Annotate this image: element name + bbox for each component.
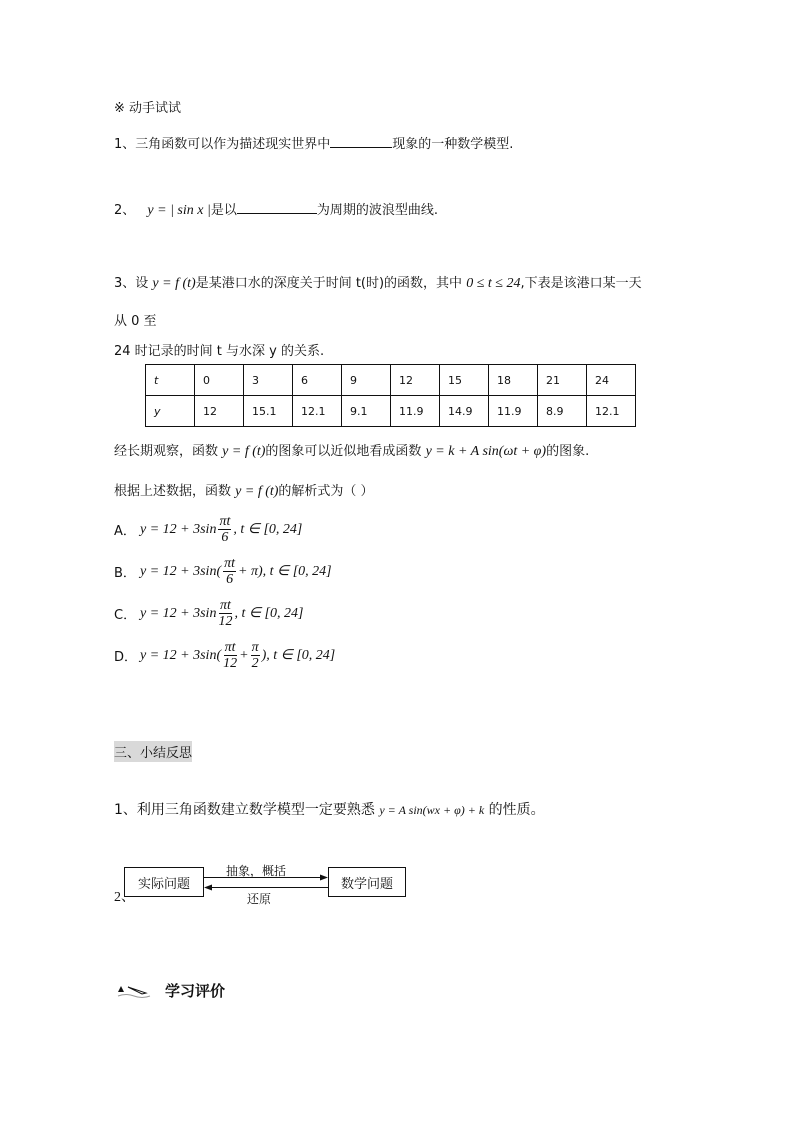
math-problem-box: 数学问题 (328, 867, 406, 897)
try-title: ※ 动手试试 (114, 101, 182, 116)
table-cell: 24 (587, 365, 636, 396)
sine-model-formula: y = A sin(wx + φ) + k (379, 803, 485, 817)
arrow-left-icon (204, 885, 212, 891)
option-c[interactable]: C． y = 12 + 3sin $\frac{\pi t}{12}$ , t ∈ [0, 24] (114, 598, 304, 629)
tide-table (145, 364, 636, 427)
table-cell: 0 (195, 365, 244, 396)
fraction: $\frac{\pi t}{12}$ (223, 640, 238, 671)
question-3: 3、设 y = f (t)是某港口水的深度关于时间 t(时)的函数，其中 0 ≤ t ≤ 24,下表是该港口某一天 (114, 276, 642, 291)
table-cell: 3 (244, 365, 293, 396)
table-cell: 15 (440, 365, 489, 396)
function-f-t: y = f (t) (222, 444, 266, 459)
function-f-t: y = f (t) (235, 484, 279, 499)
arrow-right-icon (320, 875, 328, 881)
section-heading: 三、小结反思 (114, 741, 192, 762)
fraction: $\frac{\pi}{2}$ (251, 640, 259, 671)
pencil-icon (116, 981, 156, 1003)
option-a[interactable]: A． y = 12 + 3sin $\frac{\pi t}{6}$ , t ∈ [0, 24] (114, 514, 303, 545)
question-3-line2: 从 0 至 (114, 314, 157, 329)
option-d[interactable]: D． y = 12 + 3sin( $\frac{\pi t}{12}$ + $\frac{\pi}{2}$ ), t ∈ [0, 24] (114, 640, 336, 671)
time-range: 0 ≤ t ≤ 24 (466, 276, 521, 291)
table-row-t (146, 365, 636, 396)
fraction: $\frac{\pi t}{12}$ (218, 598, 233, 629)
question-3-line3: 24 时记录的时间 t 与水深 y 的关系. (114, 344, 325, 359)
model-formula: y = k + A sin(ωt + φ) (425, 444, 547, 459)
table-cell: 15.1 (244, 396, 293, 427)
table-cell: 18 (489, 365, 538, 396)
table-cell: 12 (195, 396, 244, 427)
table-cell: 9.1 (342, 396, 391, 427)
observation-line: 经长期观察，函数 y = f (t)的图象可以近似地看成函数 y = k + A sin(ωt + φ)的图象. (114, 444, 590, 459)
arrow-label-abstract: 抽象，概括 (226, 864, 287, 878)
table-cell: 14.9 (440, 396, 489, 427)
table-cell: 8.9 (538, 396, 587, 427)
question-2: 2、 y = | sin x |是以 为周期的波浪型曲线. (114, 203, 438, 218)
function-f-t: y = f (t) (152, 276, 196, 291)
fill-blank-1[interactable] (330, 135, 392, 148)
fraction: $\frac{\pi t}{6}$ (224, 556, 236, 587)
table-cell: 12.1 (587, 396, 636, 427)
table-cell: 11.9 (489, 396, 538, 427)
conversion-arrows (204, 873, 328, 891)
table-cell: 11.9 (391, 396, 440, 427)
summary-1: 1、利用三角函数建立数学模型一定要熟悉 y = A sin(wx + φ) + k 的性质。 (114, 802, 545, 818)
option-b[interactable]: B． y = 12 + 3sin( $\frac{\pi t}{6}$ + π), t ∈ [0, 24] (114, 556, 332, 587)
fraction: $\frac{\pi t}{6}$ (219, 514, 231, 545)
ask-line: 根据上述数据，函数 y = f (t)的解析式为（ ） (114, 484, 374, 499)
fill-blank-2[interactable] (237, 201, 317, 214)
table-cell: 6 (293, 365, 342, 396)
abs-sin-formula: y = | sin x | (147, 203, 211, 218)
table-cell: 9 (342, 365, 391, 396)
table-header-t: t (146, 365, 195, 396)
table-cell: 21 (538, 365, 587, 396)
table-cell: 12 (391, 365, 440, 396)
table-row-y (146, 396, 636, 427)
table-cell: 12.1 (293, 396, 342, 427)
summary-2-number: 2、 (114, 890, 135, 905)
real-problem-box: 实际问题 (124, 867, 204, 897)
question-1: 1、三角函数可以作为描述现实世界中 现象的一种数学模型. (114, 137, 514, 152)
table-header-y: y (146, 396, 195, 427)
evaluation-title: 学习评价 (165, 982, 226, 1000)
arrow-label-restore: 还原 (247, 892, 272, 906)
